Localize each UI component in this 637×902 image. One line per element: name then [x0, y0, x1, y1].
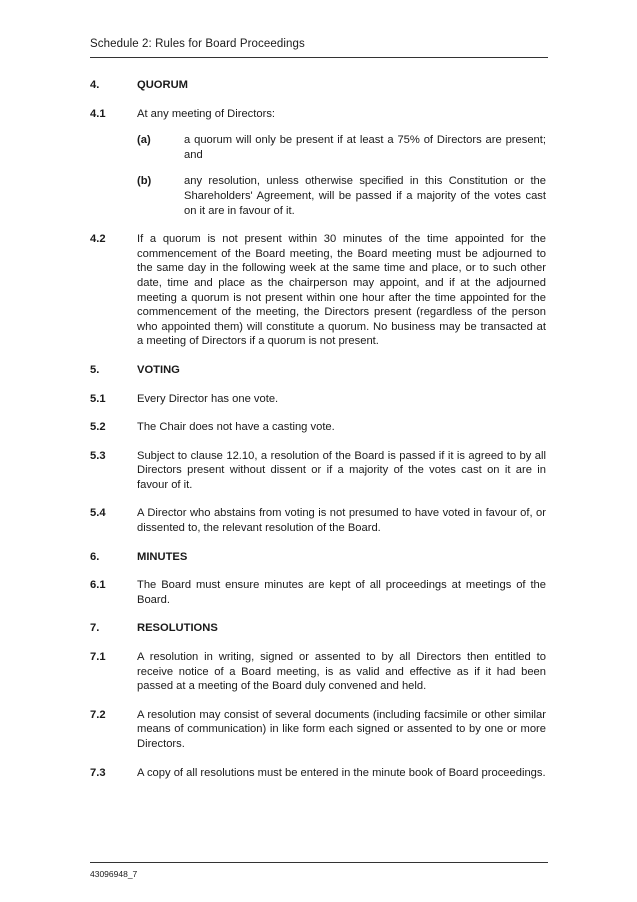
clause-text: A Director who abstains from voting is not presumed to have voted in favour of, or dissented to, the relevant resolution of the Board. — [137, 507, 546, 535]
clause-4-1 — [90, 107, 546, 219]
section-number: 6. — [90, 550, 100, 563]
clause-number: 5.2 — [90, 421, 106, 434]
clause-7-3 — [90, 766, 546, 781]
subclause-a — [137, 133, 546, 162]
clause-number: 6.1 — [90, 579, 106, 592]
section-heading-quorum — [90, 78, 546, 93]
clause-text: Subject to clause 12.10, a resolution of the Board is passed if it is agreed to by all Directors present without dissent or if a majority of the votes cast on it are in favour of it. — [137, 449, 546, 491]
clause-text: A resolution may consist of several documents (including facsimile or other similar means of communication) in like form each signed or assented to by one or more Directors. — [137, 708, 546, 750]
document-body — [90, 78, 546, 794]
clause-text: Every Director has one vote. — [137, 392, 279, 405]
clause-text: At any meeting of Directors: — [137, 107, 276, 120]
clause-number: 7.2 — [90, 708, 106, 721]
section-heading-minutes — [90, 550, 546, 565]
clause-5-1 — [90, 392, 546, 407]
clause-6-1 — [90, 578, 546, 607]
subclause-b — [137, 174, 546, 218]
clause-text: A copy of all resolutions must be entered in the minute book of Board proceedings. — [137, 766, 546, 779]
clause-text: The Board must ensure minutes are kept of all proceedings at meetings of the Board. — [137, 579, 546, 606]
clause-number: 4.2 — [90, 233, 106, 246]
document-reference: 43096948_7 — [90, 869, 138, 879]
clause-body — [137, 107, 546, 219]
subclause-letter: (a) — [137, 134, 151, 147]
clause-5-4 — [90, 506, 546, 535]
page-header-title: Schedule 2: Rules for Board Proceedings — [90, 38, 305, 50]
section-number: 5. — [90, 363, 100, 376]
section-heading-voting — [90, 363, 546, 378]
header-divider — [90, 57, 548, 58]
section-number: 4. — [90, 79, 100, 91]
clause-number: 4.1 — [90, 107, 106, 120]
subclause-text: any resolution, unless otherwise specified in this Constitution or the Shareholders' Agreement, will be passed if a majority of the votes cast on it are in favour of it. — [184, 175, 546, 217]
clause-number: 5.1 — [90, 392, 106, 405]
section-title: VOTING — [137, 363, 180, 376]
clause-text: The Chair does not have a casting vote. — [137, 421, 335, 434]
footer-divider — [90, 862, 548, 863]
section-title: RESOLUTIONS — [137, 622, 218, 635]
section-heading-resolutions — [90, 621, 546, 636]
subclause-letter: (b) — [137, 175, 152, 188]
clause-text: If a quorum is not present within 30 minutes of the time appointed for the commencement of the Board meeting, the Board meeting must be adjourned to the same day in the following week at the same time and place, or to such other date, time and place as the chairperson may appoint, and if at the adjourned meeting a quorum is not present within one hour after the time appointed for the commencement of the meeting, the Directors present (regardless of the person who appointed them) will constitute a quorum. No business may be transacted at a meeting of Directors if a quorum is not present. — [137, 233, 546, 348]
clause-7-1 — [90, 650, 546, 694]
clause-4-2 — [90, 232, 546, 349]
clause-7-2 — [90, 708, 546, 752]
section-title: MINUTES — [137, 550, 188, 563]
clause-5-3 — [90, 449, 546, 493]
clause-number: 7.1 — [90, 651, 106, 664]
clause-text: A resolution in writing, signed or assented to by all Directors then entitled to receive notice of a Board meeting, is as valid and effective as if it had been passed at a meeting of the Board duly convened and held. — [137, 651, 546, 693]
clause-number: 7.3 — [90, 766, 106, 779]
clause-5-2 — [90, 420, 546, 435]
subclause-text: a quorum will only be present if at least a 75% of Directors are present; and — [184, 134, 546, 161]
clause-number: 5.3 — [90, 449, 106, 462]
clause-number: 5.4 — [90, 507, 106, 520]
section-title: QUORUM — [137, 79, 188, 91]
section-number: 7. — [90, 622, 100, 635]
